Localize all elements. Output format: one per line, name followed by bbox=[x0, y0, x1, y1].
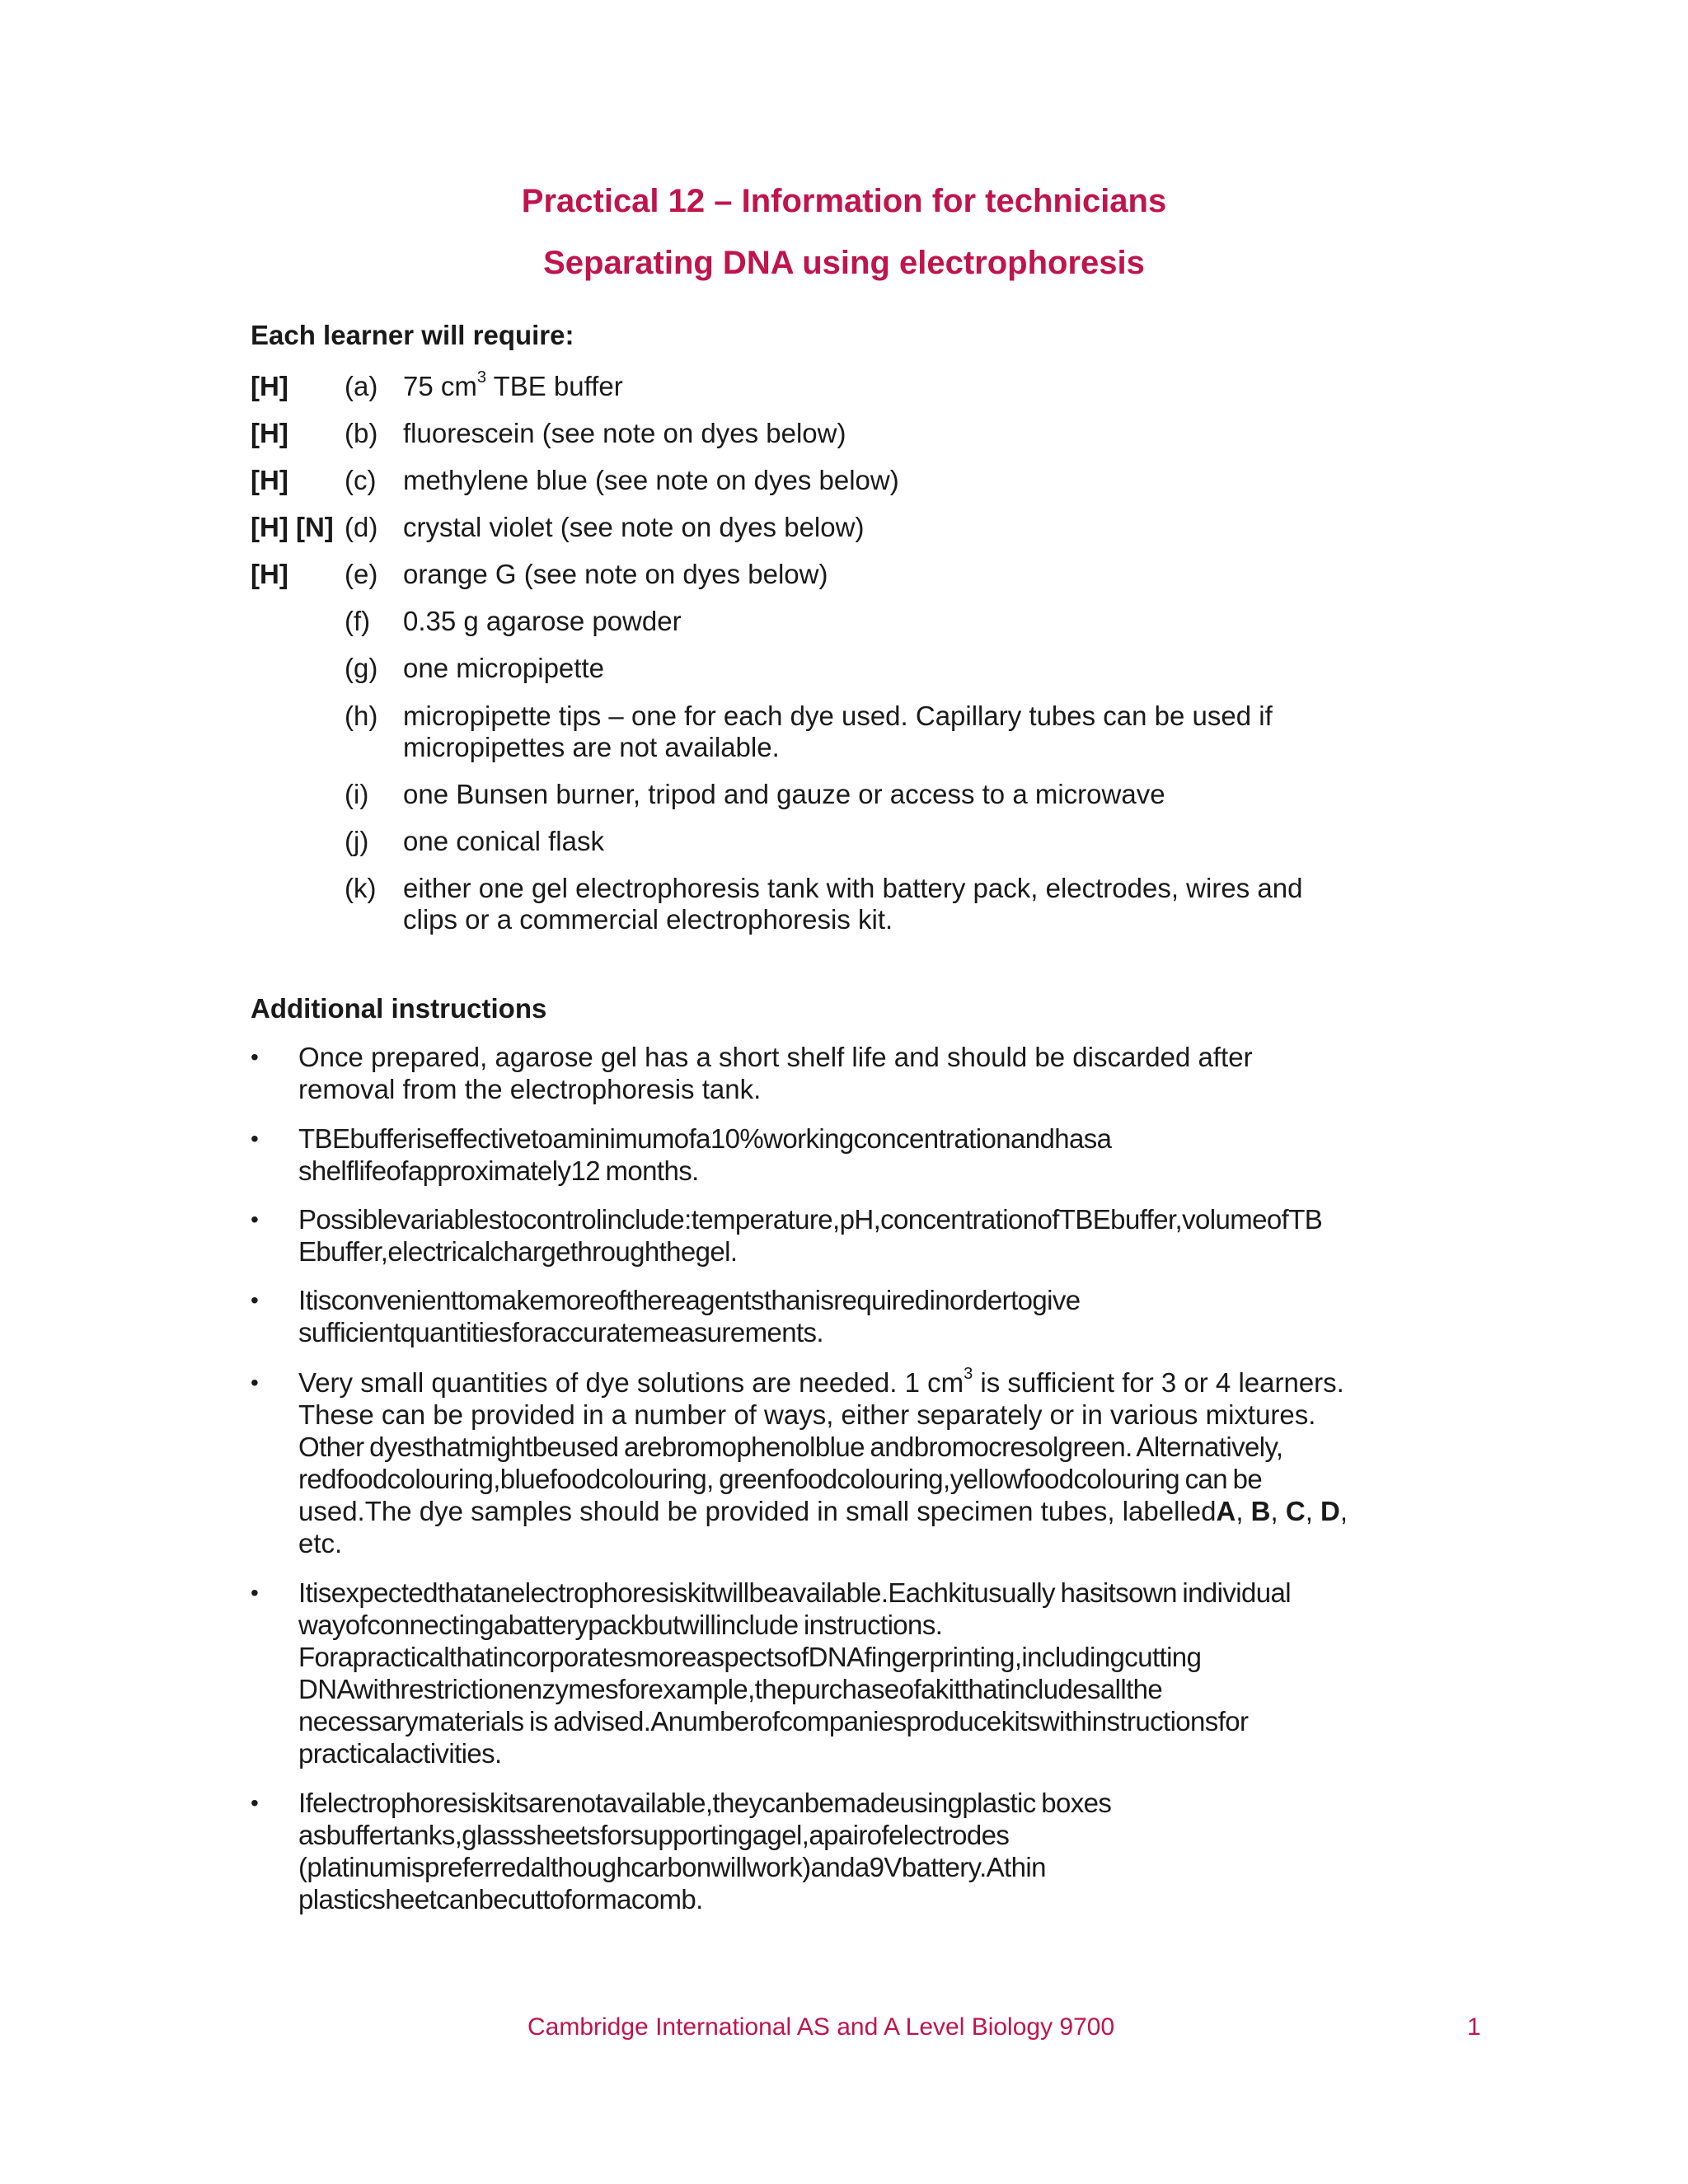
item-letter: (f) bbox=[345, 606, 371, 636]
item-letter: (b) bbox=[345, 418, 378, 448]
hazard-code: [H] [N] bbox=[251, 512, 334, 542]
item-letter: (h) bbox=[345, 701, 378, 731]
item-letter: (d) bbox=[345, 512, 378, 542]
bullet-icon: • bbox=[251, 1370, 259, 1395]
document-page: Practical 12 – Information for technicians Separating DNA using electrophoresis Each learner will require: [H] (a) 75 $cm^3$ TBE buffer [H] (b) fluorescein (see note on dyes below) [H] (c) methylene blue (see note on dyes below) [H] [N] (d) crystal violet (see note on dyes below) [H] (e) orange G (see note on dyes below) (f) 0.35 g agarose powder (g) one micropipette (h) micropipette tips – one for each dye used. Capillary tubes can be used if micropipettes are not available. (i) one Bunsen burner, tripod and gauze or access to a microwave (j) one conical flask (k) either one gel electrophoresis tank with battery pack, electrodes, wires and clips or a commercial electrophoresis kit. Additional instructions • Once prepared, agarose gel has a short shelf life and should be discarded after removal from the electrophoresis tank. • TBEbufferiseffectivetoaminimumofa10%workingconcentrationandhasa shelflifeofapproximately12 months. • Possiblevariablestocontrolinclude:temperature,pH,concentrationofTBEbuffer,volumeofTB Ebuffer,electricalchargethroughthegel. • Itisconvenienttomakemoreofthereagentsthanisrequiredinordertogive sufficientquantitiesforaccuratemeasurements. • Very small quantities of dye solutions are needed. 1 $cm^3$ is sufficient for 3 or 4 learners. These can be provided in a number of ways, either separately or in various mixtures. Other dyesthatmightbeused arebromophenolblue andbromocresolgreen. Alternatively, redfoodcolouring,bluefoodcolouring, greenfoodcolouring,yellowfoodcolouring can be used.The dye samples should be provided in small specimen tubes, labelledA, B, C, D, etc. • Itisexpectedthatanelectrophoresiskitwillbeavailable.Eachkitusually hasitsown individual wayofconnectingabatterypackbutwillinclude instructions. ForapracticalthatincorporatesmoreaspectsofDNAfingerprinting,includingcutting DNAwithrestrictionenzymesforexample,thepurchaseofakitthatincludesallthe necessarymaterials is advised.Anumberofcompaniesproducekitswithinstructionsfor practicalactivities. • Ifelectrophoresiskitsarenotavailable,theycanbemadeusingplastic boxes asbuffertanks,glasssheetsforsupportingagel,apairofelectrodes (platinumispreferredalthoughcarbonwillwork)anda9Vbattery.Athin plasticsheetcanbecuttoformacomb. Cambridge International AS and A Level Biology 9700 1 bbox=[0, 0, 1688, 2184]
item-letter: (e) bbox=[345, 559, 378, 589]
hazard-code: [H] bbox=[251, 371, 288, 401]
bullet-icon: • bbox=[251, 1126, 259, 1151]
item-text: 0.35 g agarose powder bbox=[403, 606, 682, 636]
bullet-icon: • bbox=[251, 1044, 259, 1070]
item-letter: (i) bbox=[345, 779, 369, 809]
page-number: 1 bbox=[1467, 2013, 1481, 2041]
item-text: micropipette tips – one for each dye used. Capillary tubes can be used if micropipettes are not available. bbox=[403, 701, 1273, 762]
item-text: either one gel electrophoresis tank with battery pack, electrodes, wires and clips or a commercial electrophoresis kit. bbox=[403, 873, 1303, 935]
hazard-code: [H] bbox=[251, 418, 288, 448]
footer-course-title: Cambridge International AS and A Level Biology 9700 bbox=[528, 2013, 1115, 2041]
item-letter: (g) bbox=[345, 653, 378, 683]
item-letter: (a) bbox=[345, 371, 378, 401]
bullet-icon: • bbox=[251, 1287, 259, 1313]
hazard-code: [H] bbox=[251, 559, 288, 589]
requirements-heading: Each learner will require: bbox=[251, 320, 574, 350]
hazard-code: [H] bbox=[251, 465, 288, 495]
bullet-icon: • bbox=[251, 1790, 259, 1816]
additional-heading: Additional instructions bbox=[251, 993, 547, 1024]
item-text: methylene blue (see note on dyes below) bbox=[403, 465, 899, 495]
bullet-icon: • bbox=[251, 1580, 259, 1605]
item-text: 75 $cm^3$ TBE buffer bbox=[403, 368, 623, 401]
item-letter: (k) bbox=[345, 873, 377, 903]
item-text: one micropipette bbox=[403, 653, 604, 683]
item-text: crystal violet (see note on dyes below) bbox=[403, 512, 865, 542]
page-title: Practical 12 – Information for technicians bbox=[521, 183, 1167, 219]
bullet-icon: • bbox=[251, 1207, 259, 1232]
item-text: one Bunsen burner, tripod and gauze or access to a microwave bbox=[403, 779, 1165, 809]
page-subtitle: Separating DNA using electrophoresis bbox=[543, 245, 1145, 281]
item-text: one conical flask bbox=[403, 826, 604, 856]
item-text: fluorescein (see note on dyes below) bbox=[403, 418, 846, 448]
item-text: orange G (see note on dyes below) bbox=[403, 559, 828, 589]
item-letter: (j) bbox=[345, 826, 369, 856]
item-letter: (c) bbox=[345, 465, 377, 495]
